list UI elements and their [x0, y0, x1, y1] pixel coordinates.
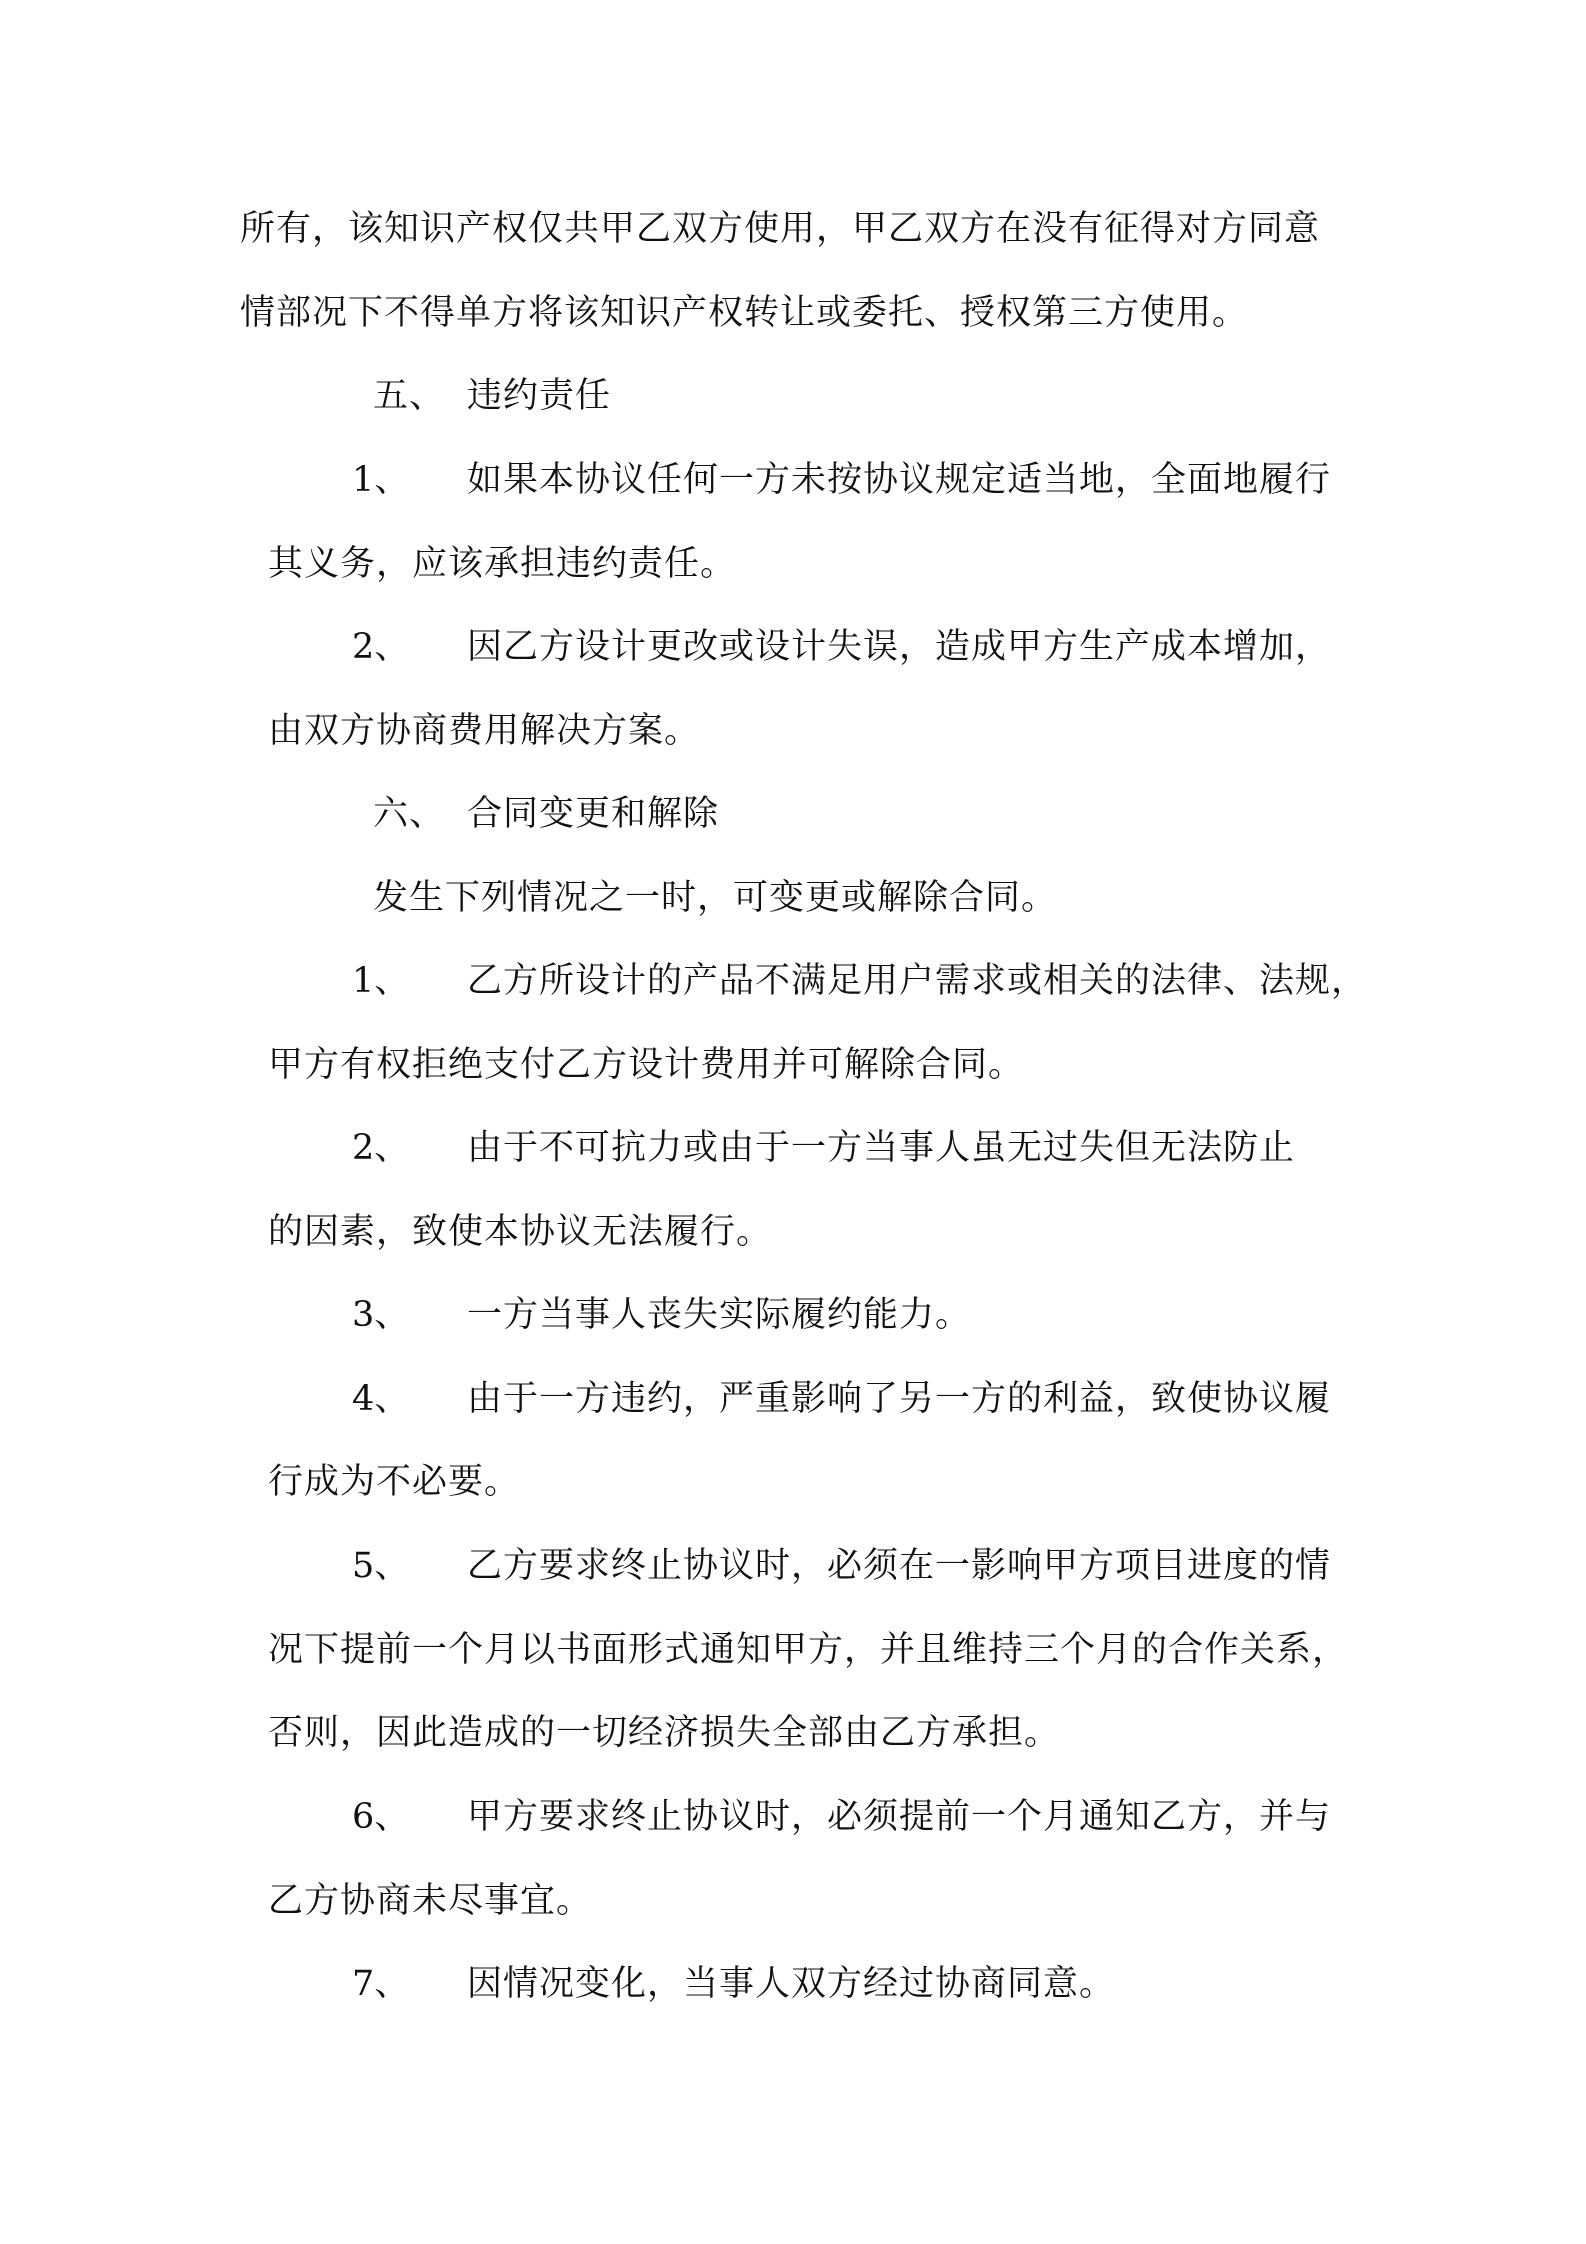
item-number: 2、 [352, 627, 410, 667]
item-text: 行成为不必要。 [268, 1462, 521, 1502]
item-text: 乙方协商未尽事宜。 [268, 1881, 593, 1921]
item-text: 因乙方设计更改或设计失误，造成甲方生产成本增加， [467, 627, 1332, 667]
item-text: 况下提前一个月以书面形式通知甲方，并且维持三个月的合作关系， [268, 1630, 1349, 1670]
item-number: 6、 [352, 1797, 410, 1837]
item-text: 由于一方违约，严重影响了另一方的利益，致使协议履 [467, 1379, 1332, 1419]
item-number: 2、 [352, 1128, 410, 1168]
item-text: 甲方有权拒绝支付乙方设计费用并可解除合同。 [268, 1045, 1025, 1085]
item-text: 由于不可抗力或由于一方当事人虽无过失但无法防止 [467, 1128, 1296, 1168]
item-text: 甲方要求终止协议时，必须提前一个月通知乙方，并与 [467, 1797, 1332, 1837]
paragraph-line: 情部况下不得单方将该知识产权转让或委托、授权第三方使用。 [240, 293, 1249, 333]
item-number: 7、 [352, 1964, 410, 2004]
section-title: 违约责任 [467, 376, 612, 416]
item-number: 1、 [352, 961, 410, 1001]
item-text: 否则，因此造成的一切经济损失全部由乙方承担。 [268, 1713, 1061, 1753]
item-number: 1、 [352, 460, 410, 500]
item-text: 乙方所设计的产品不满足用户需求或相关的法律、法规， [467, 961, 1368, 1001]
item-number: 4、 [352, 1379, 410, 1419]
item-text: 由双方协商费用解决方案。 [268, 711, 701, 751]
section-title: 合同变更和解除 [467, 794, 720, 834]
item-text: 的因素，致使本协议无法履行。 [268, 1212, 773, 1252]
item-text: 因情况变化，当事人双方经过协商同意。 [467, 1964, 1116, 2004]
item-text: 如果本协议任何一方未按协议规定适当地，全面地履行 [467, 460, 1332, 500]
item-number: 3、 [352, 1295, 410, 1335]
item-number: 5、 [352, 1546, 410, 1586]
item-text: 一方当事人丧失实际履约能力。 [467, 1295, 972, 1335]
item-text: 其义务，应该承担违约责任。 [268, 544, 737, 584]
paragraph-line: 所有，该知识产权仅共甲乙双方使用，甲乙双方在没有征得对方同意 [240, 209, 1321, 249]
item-text: 乙方要求终止协议时，必须在一影响甲方项目进度的情 [467, 1546, 1332, 1586]
section-number: 五、 [373, 376, 446, 416]
section-number: 六、 [373, 794, 446, 834]
section-intro: 发生下列情况之一时，可变更或解除合同。 [373, 878, 1058, 918]
